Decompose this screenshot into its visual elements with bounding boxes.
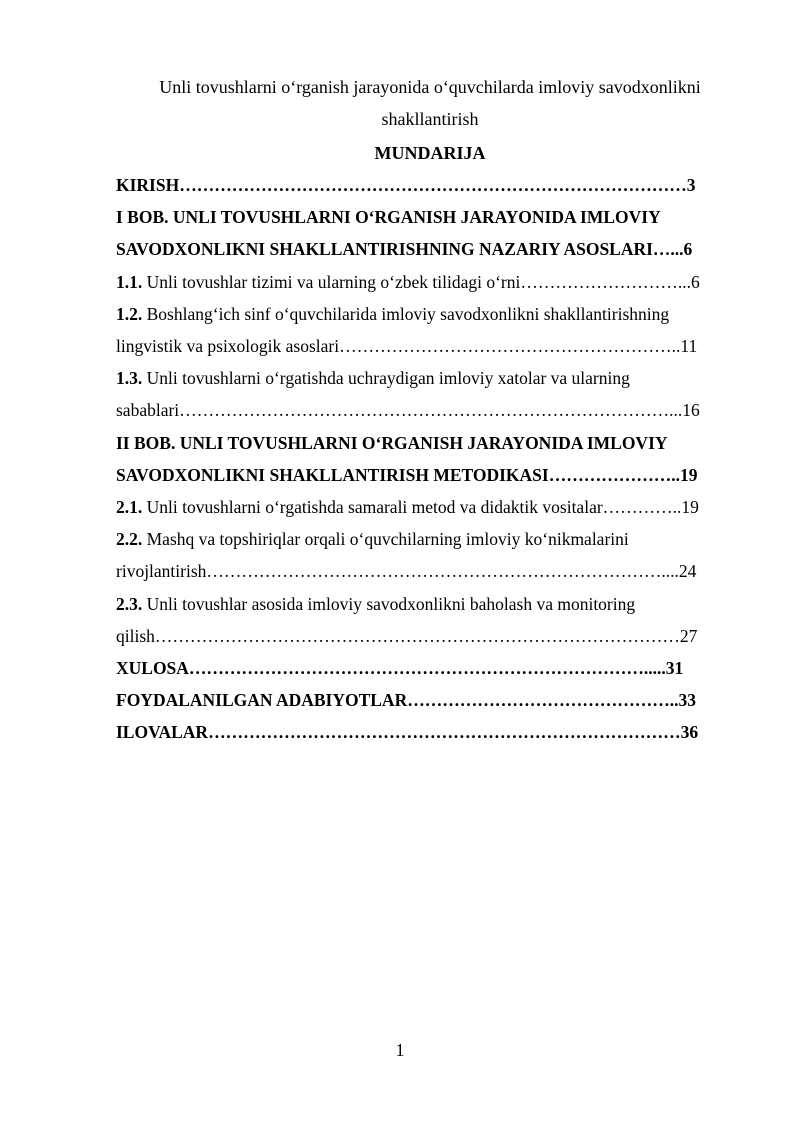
toc-entry-1-1[interactable]: 1.1. Unli tovushlar tizimi va ularning o‘zbek tilidagi o‘rni………………………...6 bbox=[116, 271, 700, 292]
toc-entry-xulosa[interactable]: XULOSA…………………………………………………………………….....31 bbox=[116, 658, 684, 679]
document-title bbox=[100, 71, 760, 135]
toc-entry-chapter-2-line-2[interactable]: SAVODXONLIKNI SHAKLLANTIRISH METODIKASI…………………..19 bbox=[116, 464, 698, 485]
toc-entry-adabiyotlar[interactable]: FOYDALANILGAN ADABIYOTLAR………………………………………..33 bbox=[116, 690, 696, 711]
toc-entry-kirish[interactable]: KIRISH……………………………………………………………………………3 bbox=[116, 175, 696, 195]
toc-entry-2-3-line-1[interactable]: 2.3. Unli tovushlar asosida imloviy savodxonlikni baholash va monitoring bbox=[116, 593, 636, 614]
toc-entry-2-3-line-2[interactable]: qilish………………………………………………………………………………27 bbox=[116, 625, 698, 646]
toc-entry-1-2-line-2[interactable]: lingvistik va psixologik asoslari…………………………………………………..11 bbox=[116, 336, 698, 357]
toc-entry-1-3-line-2[interactable]: sabablari…………………………………………………………………………...16 bbox=[116, 400, 700, 421]
title-line-2: shakllantirish bbox=[381, 109, 479, 129]
toc-entry-2-2-line-1[interactable]: 2.2. Mashq va topshiriqlar orqali o‘quvchilarning imloviy ko‘nikmalarini bbox=[116, 529, 629, 550]
table-of-contents bbox=[116, 169, 746, 749]
toc-entry-1-3-line-1[interactable]: 1.3. Unli tovushlarni o‘rgatishda uchraydigan imloviy xatolar va ularning bbox=[116, 368, 630, 389]
toc-entry-2-2-line-2[interactable]: rivojlantirish……………………………………………………………………....24 bbox=[116, 561, 697, 582]
toc-entry-chapter-1-line-2[interactable]: SAVODXONLIKNI SHAKLLANTIRISHNING NAZARIY ASOSLARI…...6 bbox=[116, 239, 693, 260]
toc-heading: MUNDARIJA bbox=[374, 143, 486, 163]
title-line-1: Unli tovushlarni o‘rganish jarayonida o‘quvchilarda imloviy savodxonlikni bbox=[159, 77, 701, 97]
toc-entry-ilovalar[interactable]: ILOVALAR………………………………………………………………………36 bbox=[116, 722, 699, 743]
page-number: 1 bbox=[395, 1040, 405, 1060]
toc-entry-chapter-2-line-1[interactable]: II BOB. UNLI TOVUSHLARNI O‘RGANISH JARAYONIDA IMLOVIY bbox=[116, 432, 668, 453]
toc-entry-1-2-line-1[interactable]: 1.2. Boshlang‘ich sinf o‘quvchilarida imloviy savodxonlikni shakllantirishning bbox=[116, 303, 670, 324]
toc-entry-2-1[interactable]: 2.1. Unli tovushlarni o‘rgatishda samarali metod va didaktik vositalar…………..19 bbox=[116, 497, 699, 518]
toc-entry-chapter-1-line-1[interactable]: I BOB. UNLI TOVUSHLARNI O‘RGANISH JARAYONIDA IMLOVIY bbox=[116, 207, 661, 228]
